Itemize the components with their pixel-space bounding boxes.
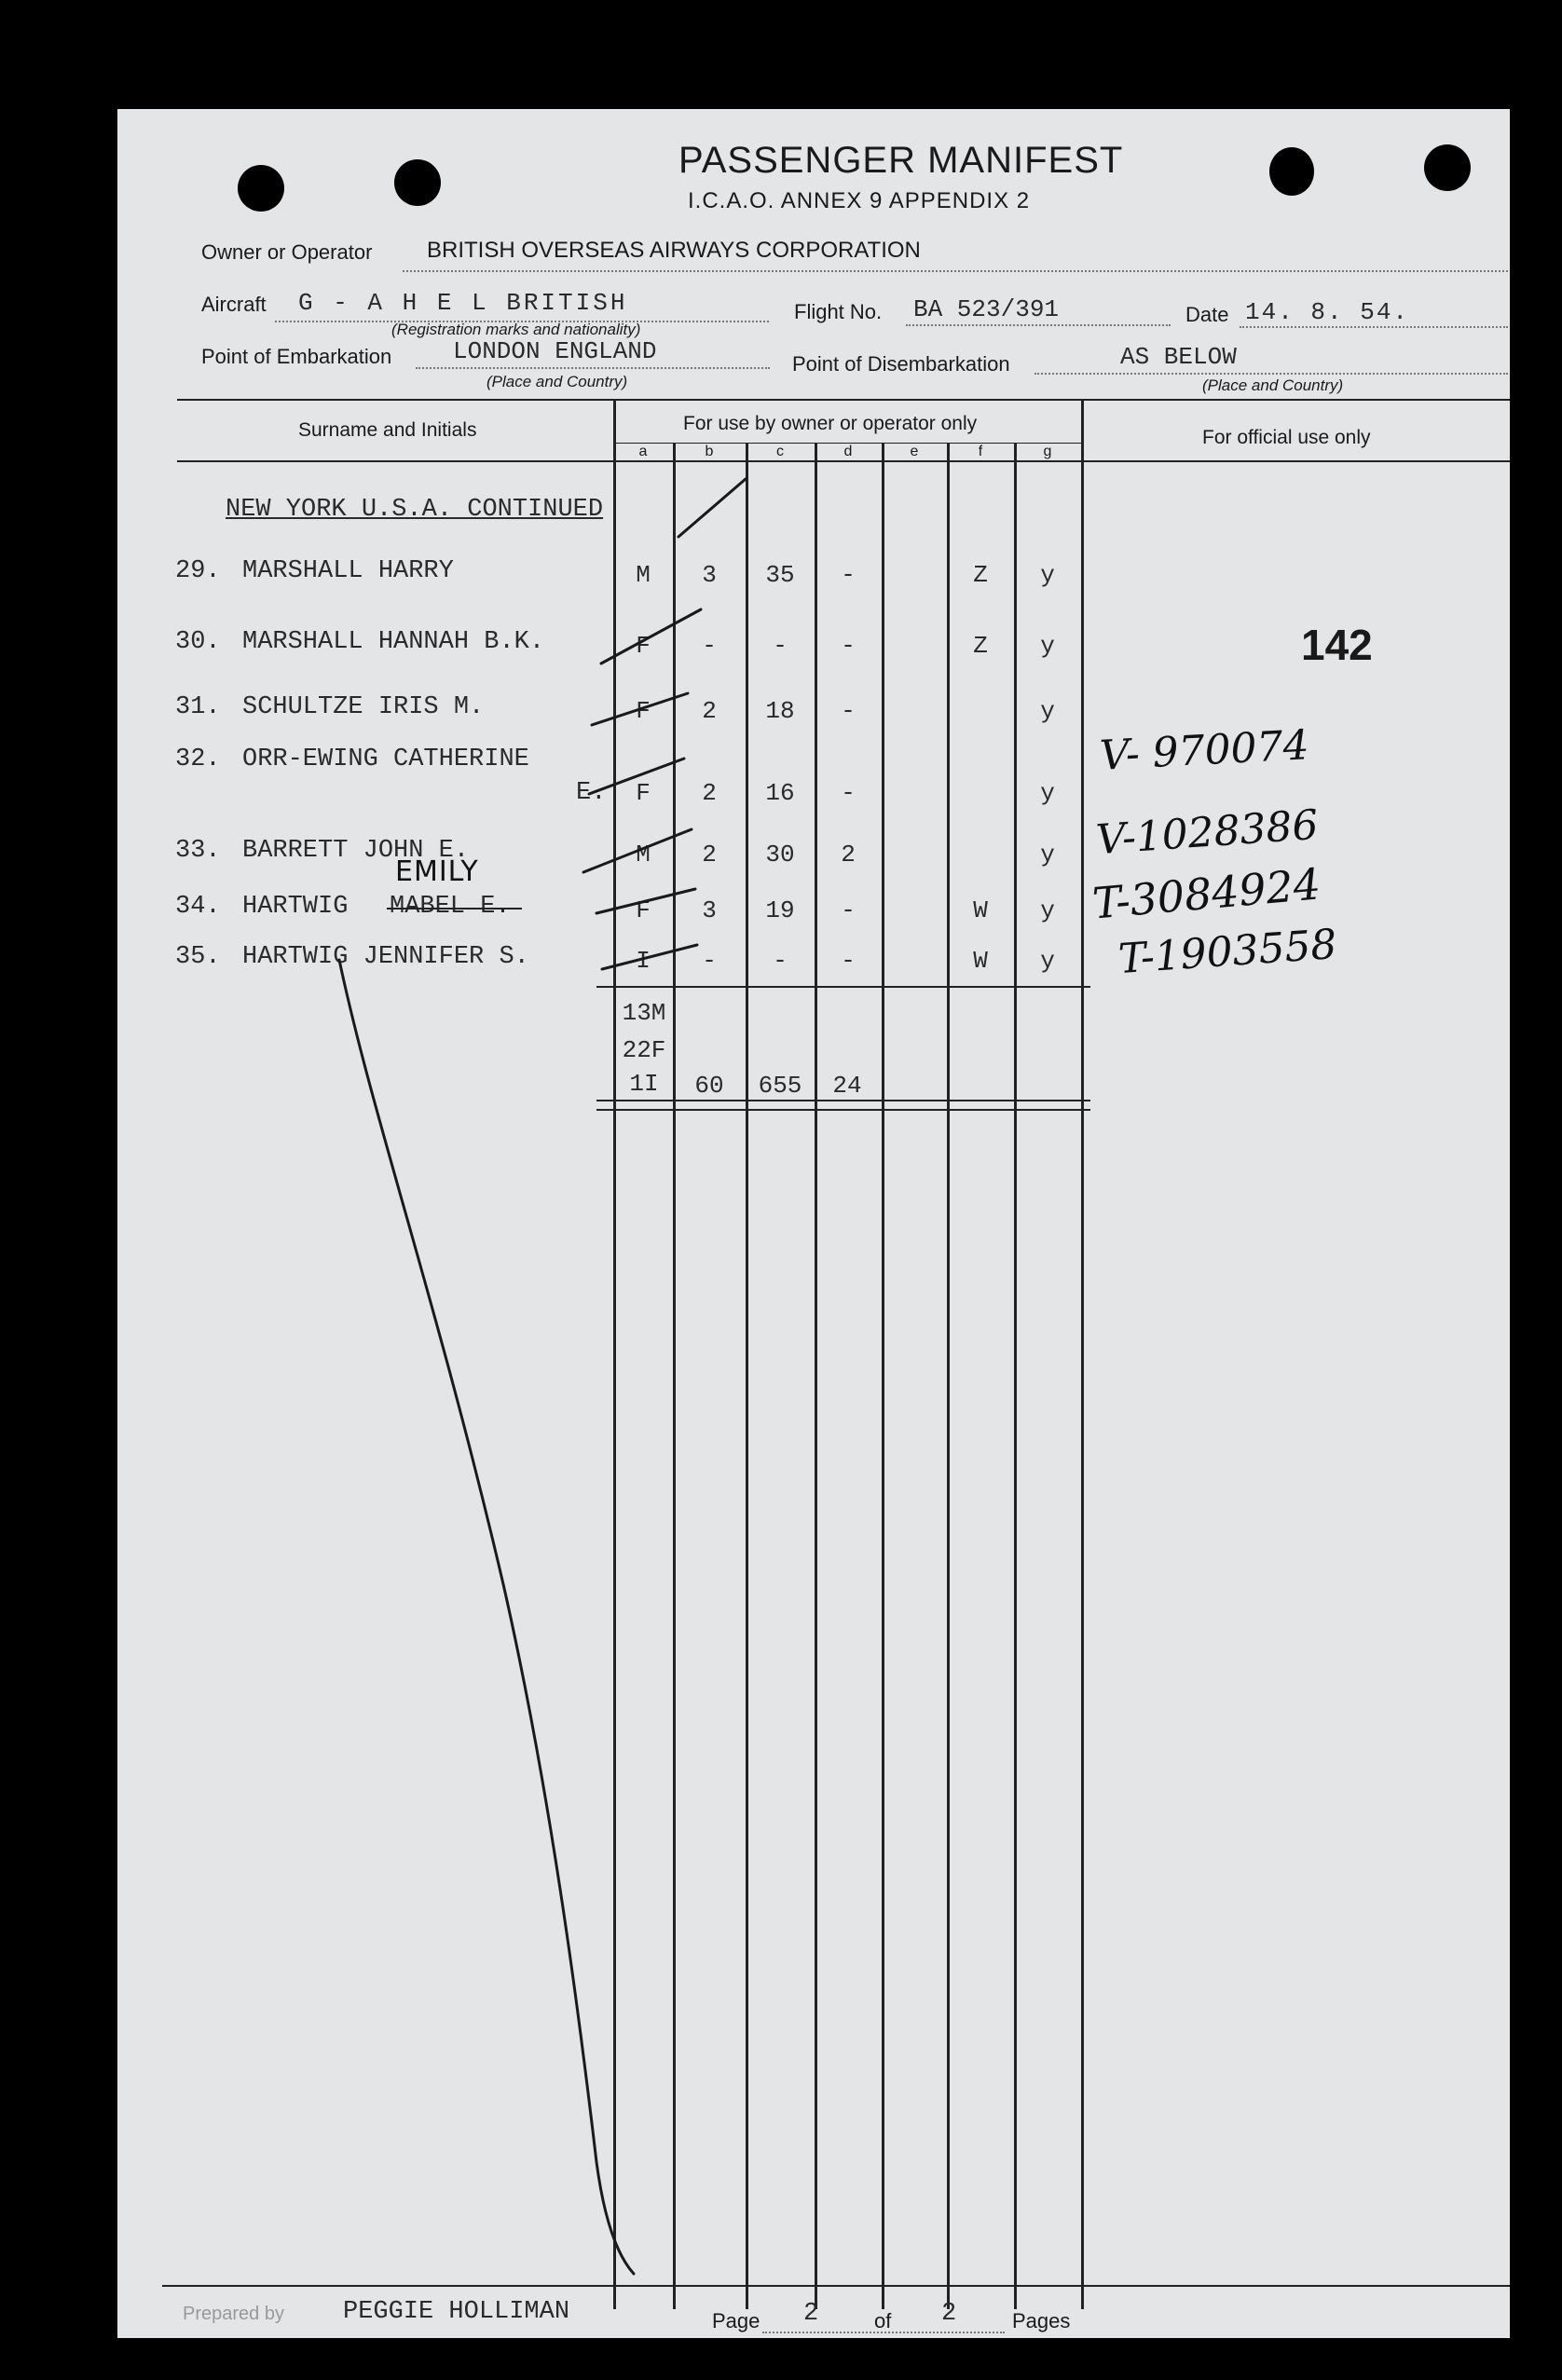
cell-a: F xyxy=(636,697,651,725)
cell-c: - xyxy=(773,632,788,660)
owner-value: BRITISH OVERSEAS AIRWAYS CORPORATION xyxy=(427,238,921,263)
row-number: 33. xyxy=(175,837,221,865)
struck-name: MABEL E. xyxy=(390,893,511,921)
cell-a: I xyxy=(636,947,651,975)
disembarkation-value: AS BELOW xyxy=(1120,343,1237,371)
cell-b: 2 xyxy=(702,779,717,807)
embarkation-value: LONDON ENGLAND xyxy=(453,337,657,365)
punch-hole xyxy=(1269,147,1314,196)
row-number: 32. xyxy=(175,745,221,773)
total-male: 13M xyxy=(622,999,666,1027)
cell-b: 3 xyxy=(702,561,717,589)
embarkation-label: Point of Embarkation xyxy=(201,345,392,368)
column-line xyxy=(947,444,950,2309)
col-official-header: For official use only xyxy=(1202,427,1371,448)
cell-f: Z xyxy=(973,632,988,660)
cell-a: F xyxy=(636,896,651,924)
page-total: 2 xyxy=(941,2300,957,2328)
column-line xyxy=(882,444,884,2309)
of-label: of xyxy=(874,2309,892,2332)
cell-b: - xyxy=(702,947,717,975)
col-owner-header: For use by owner or operator only xyxy=(683,413,978,434)
cell-a: F xyxy=(636,632,651,660)
cell-c: 16 xyxy=(765,779,795,807)
subcol-header-b: b xyxy=(705,444,714,459)
subcol-header-e: e xyxy=(910,444,919,459)
section-heading: NEW YORK U.S.A. CONTINUED xyxy=(226,496,604,524)
cell-c: - xyxy=(773,947,788,975)
punch-hole xyxy=(394,159,441,206)
total-d: 24 xyxy=(832,1072,862,1100)
col-surname-header: Surname and Initials xyxy=(298,419,477,441)
cell-g: y xyxy=(1040,947,1055,975)
prepared-by-label: Prepared by xyxy=(183,2304,284,2324)
owner-label: Owner or Operator xyxy=(201,240,373,264)
cell-d: - xyxy=(841,779,856,807)
pages-label: Pages xyxy=(1012,2309,1071,2332)
handwritten-emily: EMILY xyxy=(395,855,479,888)
cell-g: y xyxy=(1040,697,1055,725)
cell-b: - xyxy=(702,632,717,660)
page-number: 2 xyxy=(803,2300,819,2328)
passenger-name: HARTWIG JENNIFER S. xyxy=(242,943,529,971)
subcol-header-f: f xyxy=(978,444,983,459)
cell-d: - xyxy=(841,896,856,924)
row-number: 29. xyxy=(175,557,221,585)
cell-g: y xyxy=(1040,779,1055,807)
cell-d: - xyxy=(841,632,856,660)
embarkation-note: (Place and Country) xyxy=(486,373,628,390)
subcol-header-d: d xyxy=(843,444,853,459)
row-number: 34. xyxy=(175,893,221,921)
cell-d: 2 xyxy=(841,841,856,869)
stamp-number: 142 xyxy=(1301,621,1373,669)
passenger-name-cont: E. xyxy=(576,779,607,807)
cell-b: 2 xyxy=(702,697,717,725)
cell-g: y xyxy=(1040,841,1055,869)
cell-d: - xyxy=(841,697,856,725)
cell-f: Z xyxy=(973,561,988,589)
passenger-name: MARSHALL HANNAH B.K. xyxy=(242,628,545,656)
cell-c: 18 xyxy=(765,697,795,725)
cell-g: y xyxy=(1040,632,1055,660)
flight-label: Flight No. xyxy=(794,300,883,323)
passenger-name: MARSHALL HARRY xyxy=(242,557,454,585)
total-b: 60 xyxy=(694,1072,724,1100)
cell-b: 2 xyxy=(702,841,717,869)
prepared-by-value: PEGGIE HOLLIMAN xyxy=(343,2298,570,2326)
total-female: 22F xyxy=(622,1036,666,1064)
passenger-name: BARRETT JOHN E. xyxy=(242,837,470,865)
subcol-header-c: c xyxy=(776,444,784,459)
passenger-name: HARTWIG xyxy=(242,893,349,921)
row-number: 35. xyxy=(175,943,221,971)
passenger-name: ORR-EWING CATHERINE xyxy=(242,745,529,773)
cell-f: W xyxy=(973,896,988,924)
page-subtitle: I.C.A.O. ANNEX 9 APPENDIX 2 xyxy=(688,188,1031,213)
cell-d: - xyxy=(841,561,856,589)
cell-c: 30 xyxy=(765,841,795,869)
row-number: 30. xyxy=(175,628,221,656)
official-id-1: V- 970074 xyxy=(1098,721,1310,780)
subcol-header-a: a xyxy=(638,444,648,459)
cell-g: y xyxy=(1040,561,1055,589)
cell-c: 19 xyxy=(765,896,795,924)
disembarkation-note: (Place and Country) xyxy=(1202,376,1344,394)
page-label: Page xyxy=(712,2309,760,2332)
passenger-name: SCHULTZE IRIS M. xyxy=(242,693,485,721)
cell-c: 35 xyxy=(765,561,795,589)
flight-value: BA 523/391 xyxy=(913,295,1060,323)
page-title: PASSENGER MANIFEST xyxy=(678,140,1124,181)
date-label: Date xyxy=(1185,303,1229,326)
cell-a: F xyxy=(636,779,651,807)
cell-d: - xyxy=(841,947,856,975)
cell-b: 3 xyxy=(702,896,717,924)
total-infant: 1I xyxy=(629,1070,659,1098)
aircraft-label: Aircraft xyxy=(201,293,267,316)
date-value: 14. 8. 54. xyxy=(1245,298,1410,326)
total-c: 655 xyxy=(758,1072,802,1100)
aircraft-value: G - A H E L BRITISH xyxy=(298,289,628,317)
official-id-4: T-1903558 xyxy=(1117,920,1339,984)
row-number: 31. xyxy=(175,693,221,721)
punch-hole xyxy=(1424,144,1471,191)
cell-a: M xyxy=(636,841,651,869)
registration-note: (Registration marks and nationality) xyxy=(391,321,641,338)
official-id-2: V-1028386 xyxy=(1094,800,1321,865)
cell-a: M xyxy=(636,561,651,589)
disembarkation-label: Point of Disembarkation xyxy=(792,352,1010,376)
cell-f: W xyxy=(973,947,988,975)
subcol-header-g: g xyxy=(1043,444,1052,459)
official-id-3: T-3084924 xyxy=(1090,858,1323,929)
punch-hole xyxy=(238,165,284,212)
cell-g: y xyxy=(1040,896,1055,924)
